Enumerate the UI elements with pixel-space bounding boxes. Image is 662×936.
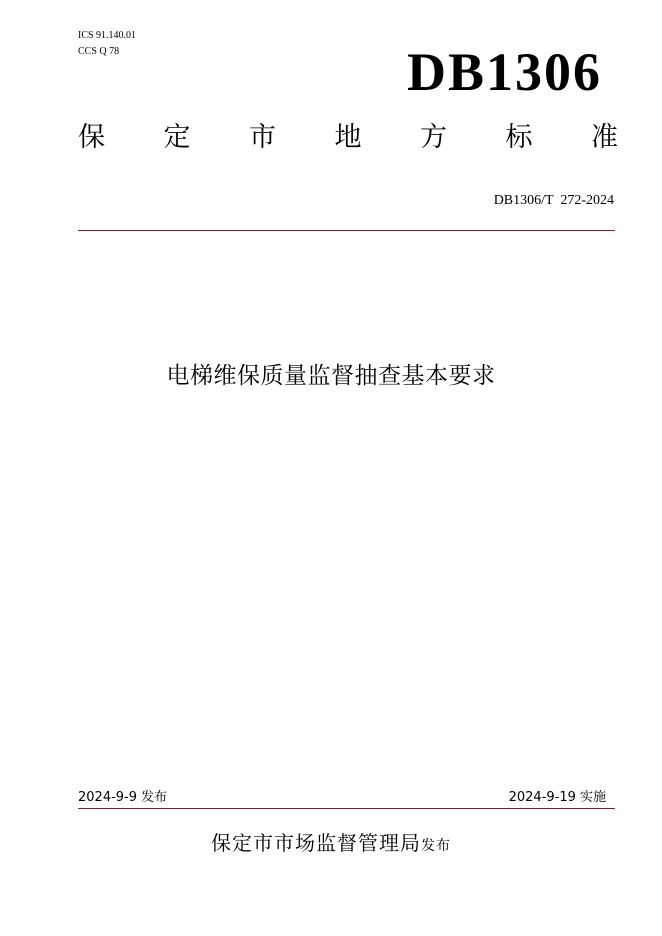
document-title: 电梯维保质量监督抽查基本要求 — [166, 363, 496, 389]
standard-logo: DB1306 — [406, 42, 602, 102]
standard-type-char: 地 — [334, 122, 362, 153]
standard-type-char: 标 — [505, 122, 533, 153]
issuer-suffix: 发布 — [421, 838, 451, 854]
standard-type-char: 定 — [163, 122, 191, 153]
bottom-divider — [78, 808, 615, 809]
implementation-date: 2024-9-19 实施 — [508, 790, 606, 805]
ccs-code: CCS Q 78 — [78, 46, 120, 57]
issue-date: 2024-9-9 发布 — [78, 790, 168, 805]
issuer-name: 保定市市场监督管理局 — [211, 831, 421, 855]
standard-type-heading — [78, 120, 618, 156]
standard-type-char: 方 — [420, 122, 447, 153]
standard-type-char: 准 — [591, 122, 618, 153]
standard-number: DB1306/T 272-2024 — [493, 193, 614, 208]
standard-type-char: 市 — [249, 122, 276, 153]
issuing-authority — [0, 828, 662, 861]
top-divider — [78, 230, 615, 231]
ics-code: ICS 91.140.01 — [78, 30, 137, 41]
standard-type-char: 保 — [78, 122, 105, 153]
